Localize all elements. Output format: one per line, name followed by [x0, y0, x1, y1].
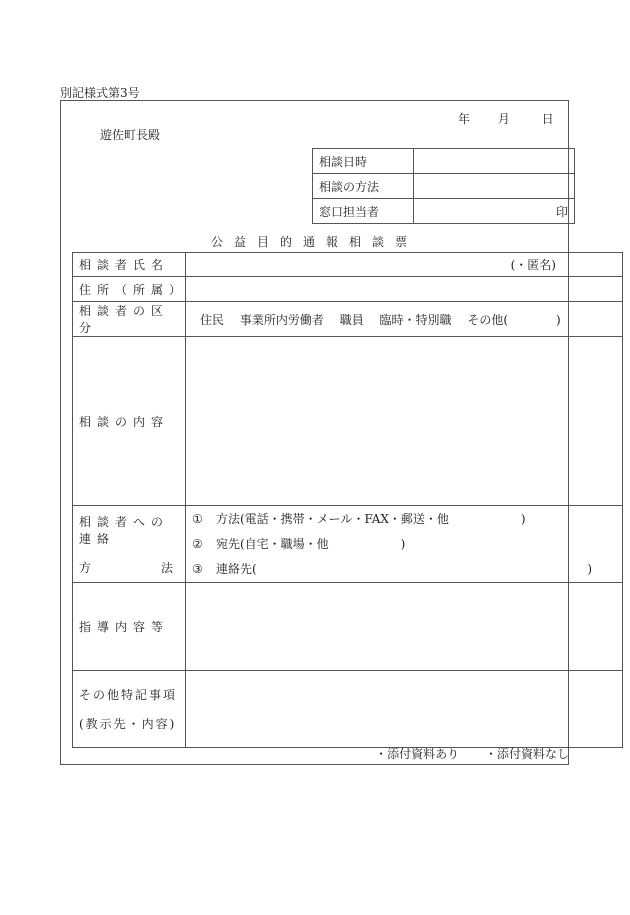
contact-item-destination[interactable] — [192, 532, 622, 557]
reception-value-method[interactable] — [414, 174, 575, 199]
reception-table — [312, 148, 575, 224]
date-day: 日 — [541, 112, 554, 126]
reception-label-method: 相談の方法 — [313, 174, 414, 199]
name-label: 相談者氏名 — [73, 253, 186, 277]
reception-row — [313, 149, 575, 174]
content-field[interactable] — [186, 337, 623, 506]
table-row — [73, 337, 623, 506]
category-option-worker[interactable]: 事業所内労働者 — [239, 312, 324, 327]
contact-label-line1: 相談者への連絡 — [79, 514, 170, 546]
category-option-resident[interactable]: 住民 — [200, 312, 225, 327]
contact-item-text: 連絡先( — [216, 561, 257, 576]
contact-item-number: ① — [192, 511, 203, 526]
other-label — [73, 671, 186, 748]
guidance-field[interactable] — [186, 583, 623, 671]
content-label: 相談の内容 — [73, 337, 186, 506]
contact-item-method[interactable] — [192, 507, 622, 532]
reception-row — [313, 174, 575, 199]
contact-item-text: 方法(電話・携帯・メール・FAX・郵送・他 ) — [216, 511, 526, 526]
guidance-label: 指導内容等 — [73, 583, 186, 671]
anonymous-option[interactable]: (・匿名) — [510, 258, 556, 272]
address-field[interactable] — [186, 277, 623, 302]
main-table — [72, 252, 623, 748]
contact-label — [73, 506, 186, 583]
contact-label-line2b: 法 — [160, 560, 179, 575]
contact-item-text: 宛先(自宅・職場・他 ) — [216, 536, 406, 551]
attachment-yes[interactable]: ・添付資料あり — [375, 747, 460, 761]
reception-seal[interactable]: 印 — [414, 199, 575, 224]
category-option-staff[interactable]: 職員 — [339, 312, 364, 327]
table-row — [73, 671, 623, 748]
other-label-line2: (教示先・内容) — [79, 717, 177, 731]
contact-item-address[interactable] — [192, 557, 622, 582]
table-row — [73, 506, 623, 583]
contact-item-number: ② — [192, 536, 203, 551]
form-title: 公益目的通報相談票 — [210, 235, 418, 249]
date-month: 月 — [497, 112, 510, 126]
date-year: 年 — [458, 112, 471, 126]
reception-label-datetime: 相談日時 — [313, 149, 414, 174]
form-number: 別記様式第3号 — [60, 86, 140, 100]
attachment-no[interactable]: ・添付資料なし — [484, 747, 569, 761]
contact-item-number: ③ — [192, 561, 203, 576]
contact-field — [186, 506, 623, 583]
contact-label-line2a: 方 — [79, 560, 98, 575]
contact-item-close: ) — [587, 561, 592, 576]
category-option-temporary[interactable]: 臨時・特別職 — [379, 312, 452, 327]
category-options — [186, 302, 623, 337]
date-line — [458, 110, 554, 127]
category-option-other[interactable]: その他( ) — [467, 312, 561, 327]
contact-label-line2 — [79, 559, 185, 576]
table-row — [73, 302, 623, 337]
name-field[interactable] — [186, 253, 623, 277]
reception-row — [313, 199, 575, 224]
other-field[interactable] — [186, 671, 623, 748]
reception-label-staff: 窓口担当者 — [313, 199, 414, 224]
category-label: 相談者の区分 — [73, 302, 186, 337]
addressee: 遊佐町長殿 — [100, 128, 161, 142]
table-row — [73, 253, 623, 277]
table-row — [73, 583, 623, 671]
table-row — [73, 277, 623, 302]
other-label-line1: その他特記事項 — [79, 688, 178, 702]
attachment-options — [60, 745, 569, 762]
reception-value-datetime[interactable] — [414, 149, 575, 174]
address-label: 住所（所属） — [73, 277, 186, 302]
